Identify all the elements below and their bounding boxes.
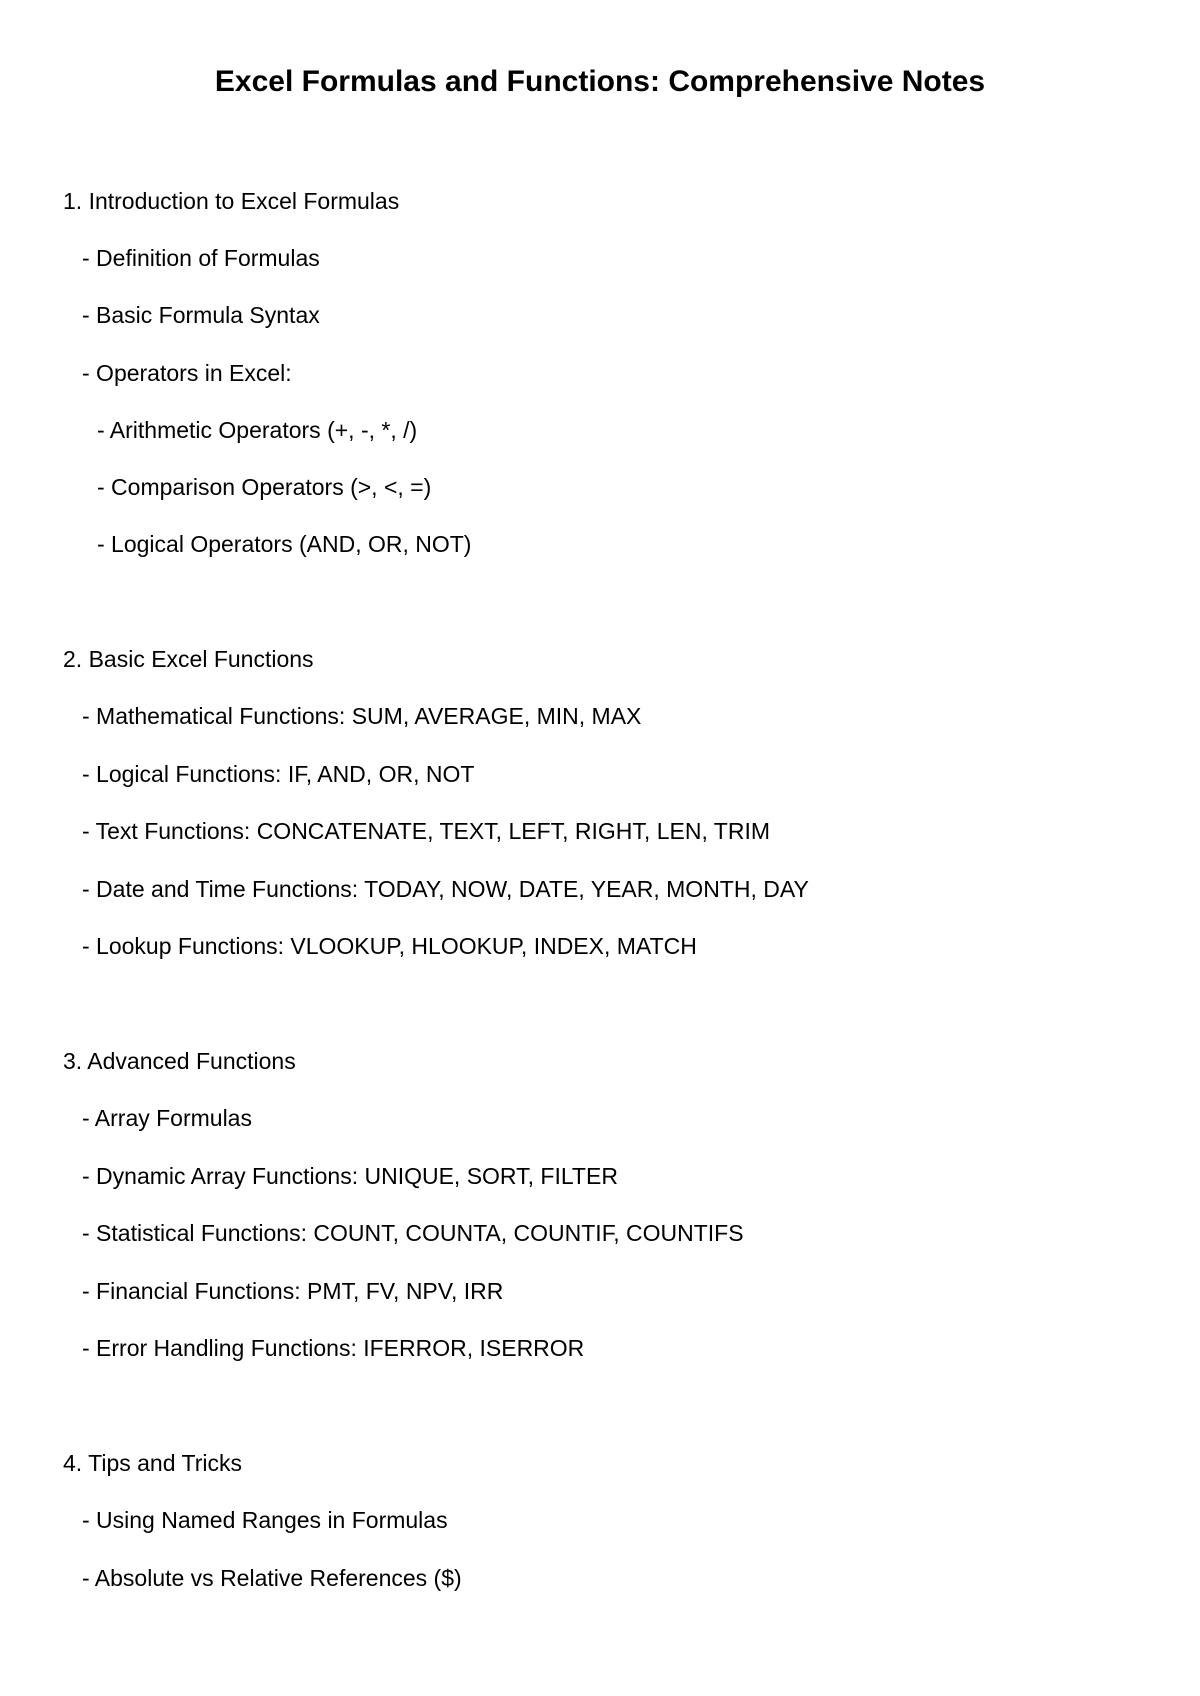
list-item: - Using Named Ranges in Formulas xyxy=(82,1507,448,1533)
list-item: - Financial Functions: PMT, FV, NPV, IRR xyxy=(82,1278,504,1304)
list-item: - Mathematical Functions: SUM, AVERAGE, MIN, MAX xyxy=(82,703,642,729)
list-item: - Lookup Functions: VLOOKUP, HLOOKUP, INDEX, MATCH xyxy=(82,933,697,959)
section-heading: 3. Advanced Functions xyxy=(63,1048,296,1074)
list-item: - Definition of Formulas xyxy=(82,245,320,271)
list-item: - Basic Formula Syntax xyxy=(82,302,320,328)
list-item: - Array Formulas xyxy=(82,1105,252,1131)
list-item: - Text Functions: CONCATENATE, TEXT, LEFT, RIGHT, LEN, TRIM xyxy=(82,818,771,844)
list-item: - Date and Time Functions: TODAY, NOW, DATE, YEAR, MONTH, DAY xyxy=(82,876,809,902)
list-item: - Logical Functions: IF, AND, OR, NOT xyxy=(82,761,475,787)
sub-list-item: - Logical Operators (AND, OR, NOT) xyxy=(97,531,472,557)
list-item: - Error Handling Functions: IFERROR, ISERROR xyxy=(82,1335,585,1361)
section-heading: 2. Basic Excel Functions xyxy=(63,646,314,672)
sub-list-item: - Comparison Operators (>, <, =) xyxy=(97,474,432,500)
list-item: - Statistical Functions: COUNT, COUNTA, COUNTIF, COUNTIFS xyxy=(82,1220,744,1246)
page-title: Excel Formulas and Functions: Comprehensive Notes xyxy=(214,65,986,98)
sub-list-item: - Arithmetic Operators (+, -, *, /) xyxy=(97,417,418,443)
section-heading: 1. Introduction to Excel Formulas xyxy=(63,188,400,214)
list-item: - Absolute vs Relative References ($) xyxy=(82,1565,462,1591)
section-heading: 4. Tips and Tricks xyxy=(63,1450,242,1476)
list-item: - Operators in Excel: xyxy=(82,360,292,386)
list-item: - Dynamic Array Functions: UNIQUE, SORT, FILTER xyxy=(82,1163,618,1189)
